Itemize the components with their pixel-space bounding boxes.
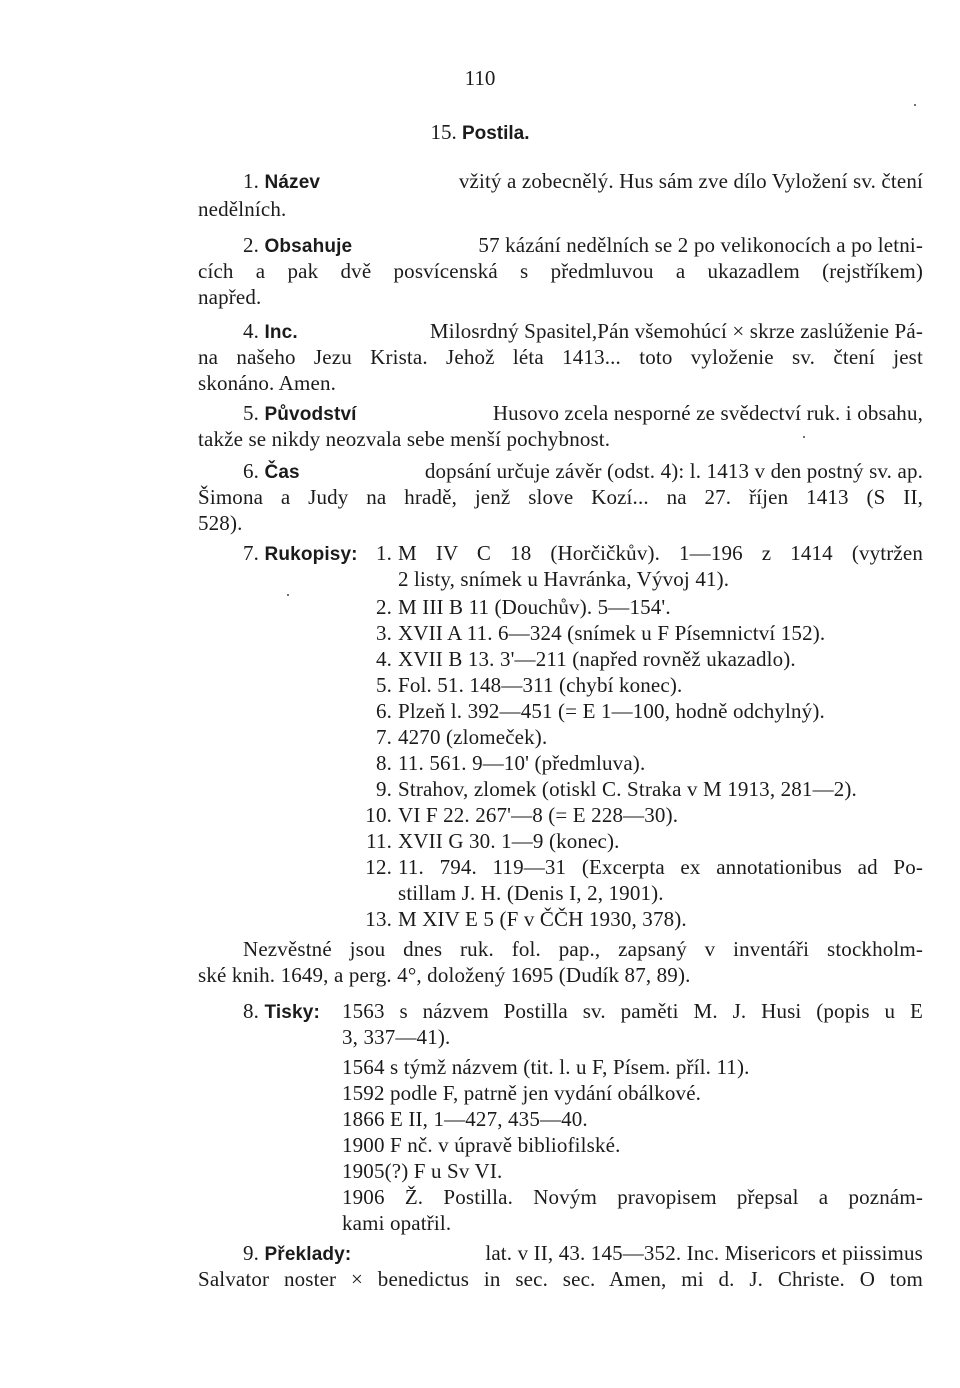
s5-label: Původství: [264, 404, 357, 425]
s4-text1: Milosrdný Spasitel,Pán všemohúcí × skrze zaslúženie Pá-: [429, 319, 923, 343]
print-speck: [803, 436, 805, 438]
manuscript-number: 13.: [365, 907, 392, 931]
manuscript-number: 7.: [375, 725, 392, 749]
s9-number: 9.: [243, 1241, 260, 1265]
s7-heading: [243, 540, 358, 568]
s7-note-line2: ské knih. 1649, a perg. 4°, doložený 1695 (Dudík 87, 89).: [198, 963, 691, 987]
s5-text1: Husovo zcela nesporné ze svědectví ruk. i obsahu,: [492, 401, 923, 425]
s1-text1: vžitý a zobecnělý. Hus sám zve dílo Vyložení sv. čtení: [458, 169, 923, 193]
s4-number: 4.: [243, 319, 260, 343]
s1-line2: nedělních.: [198, 197, 287, 221]
print-entry: 1900 F nč. v úpravě bibliofilské.: [342, 1133, 621, 1157]
manuscript-number: 6.: [375, 699, 392, 723]
s6-line2: Šimona a Judy na hradě, jenž slove Kozí... na 27. říjen 1413 (S II,: [198, 485, 923, 509]
print-speck: [914, 104, 916, 106]
print-entry: 1866 E II, 1—427, 435—40.: [342, 1107, 588, 1131]
manuscript-text: Fol. 51. 148—311 (chybí konec).: [398, 673, 683, 697]
manuscript-number: 10.: [365, 803, 392, 827]
s6-number: 6.: [243, 459, 260, 483]
manuscript-number: 1.: [375, 541, 392, 565]
manuscript-text: VI F 22. 267'—8 (= E 228—30).: [398, 803, 679, 827]
manuscript-text: M III B 11 (Douchův). 5—154'.: [398, 595, 671, 619]
s1-number: 1.: [243, 169, 260, 193]
print-entry: 1592 podle F, patrně jen vydání obálkové.: [342, 1081, 702, 1105]
manuscript-number: 9.: [375, 777, 392, 801]
heading-title: Postila.: [461, 123, 530, 144]
s7-number: 7.: [243, 541, 260, 565]
manuscript-text: Strahov, zlomek (otiskl C. Straka v M 1913, 281—2).: [398, 777, 857, 801]
heading-number: 15.: [430, 120, 457, 144]
print-entry: 1905(?) F u Sv VI.: [342, 1159, 503, 1183]
s4-line3: skonáno. Amen.: [198, 371, 337, 395]
manuscript-text-continued: 2 listy, snímek u Havránka, Vývoj 41).: [398, 567, 730, 591]
section-heading: [0, 120, 960, 145]
s5-line2: takže se nikdy neozvala sebe menší pochybnost.: [198, 427, 611, 451]
s7-label: Rukopisy:: [264, 544, 358, 565]
print-speck: [287, 594, 289, 596]
s1-line1: [243, 168, 923, 196]
manuscript-text: 11. 794. 119—31 (Excerpta ex annotationibus ad Po-: [398, 855, 923, 879]
manuscript-number: 5.: [375, 673, 392, 697]
manuscript-number: 11.: [366, 829, 392, 853]
manuscript-text: XVII G 30. 1—9 (konec).: [398, 829, 620, 853]
manuscript-text: Plzeň l. 392—451 (= E 1—100, hodně odchylný).: [398, 699, 825, 723]
s5-line1: [243, 400, 923, 428]
s6-line1: [243, 458, 923, 486]
manuscript-number: 12.: [365, 855, 392, 879]
s6-line3: 528).: [198, 511, 243, 535]
print-entry: 1564 s týmž názvem (tit. l. u F, Písem. příl. 11).: [342, 1055, 750, 1079]
s9-line2: Salvator noster × benedictus in sec. sec. Amen, mi d. J. Christe. O tom: [198, 1267, 923, 1291]
manuscript-text: XVII A 11. 6—324 (snímek u F Písemnictví 152).: [398, 621, 826, 645]
manuscript-text: M XIV E 5 (F v ČČH 1930, 378).: [398, 907, 687, 931]
s5-number: 5.: [243, 401, 260, 425]
s1-label: Název: [264, 172, 321, 193]
manuscript-number: 8.: [375, 751, 392, 775]
s7-note-line1: Nezvěstné jsou dnes ruk. fol. pap., zapsaný v inventáři stockholm-: [243, 937, 923, 961]
s4-line2: na našeho Jezu Krista. Jehož léta 1413... toto vyloženie sv. čtení jest: [198, 345, 923, 369]
s6-text1: dopsání určuje závěr (odst. 4): l. 1413 v den postný sv. ap.: [424, 459, 923, 483]
page-number: 110: [464, 66, 496, 90]
manuscript-number: 4.: [375, 647, 392, 671]
s2-line2: cích a pak dvě posvícenská s předmluvou a ukazadlem (rejstříkem): [198, 259, 923, 283]
s8-number: 8.: [243, 999, 260, 1023]
s2-label: Obsahuje: [264, 236, 353, 257]
manuscript-text: M IV C 18 (Horčičkův). 1—196 z 1414 (vytržen: [398, 541, 923, 565]
s4-line1: [243, 318, 923, 346]
s8-label: Tisky:: [264, 1002, 320, 1023]
manuscript-text-continued: stillam J. H. (Denis I, 2, 1901).: [398, 881, 664, 905]
manuscript-number: 2.: [375, 595, 392, 619]
s2-number: 2.: [243, 233, 260, 257]
manuscript-text: 11. 561. 9—10' (předmluva).: [398, 751, 646, 775]
s8-heading: [243, 998, 320, 1026]
s2-line3: napřed.: [198, 285, 262, 309]
s2-text1: 57 kázání nedělních se 2 po velikonocích a po letni-: [478, 233, 923, 257]
manuscript-text: 4270 (zlomeček).: [398, 725, 548, 749]
print-entry: 1906 Ž. Postilla. Novým pravopisem přepsal a poznám-: [342, 1185, 923, 1209]
s9-line1: [243, 1240, 923, 1268]
s6-label: Čas: [264, 462, 300, 483]
print-entry: 1563 s názvem Postilla sv. paměti M. J. Husi (popis u E: [342, 999, 923, 1023]
manuscript-text: XVII B 13. 3'—211 (napřed rovněž ukazadlo).: [398, 647, 796, 671]
s4-label: Inc.: [264, 322, 298, 343]
s9-text1: lat. v II, 43. 145—352. Inc. Misericors et piissimus: [485, 1241, 923, 1265]
print-entry-continued: kami opatřil.: [342, 1211, 452, 1235]
s2-line1: [243, 232, 923, 260]
s9-label: Překlady:: [264, 1244, 352, 1265]
print-entry-continued: 3, 337—41).: [342, 1025, 451, 1049]
manuscript-number: 3.: [375, 621, 392, 645]
